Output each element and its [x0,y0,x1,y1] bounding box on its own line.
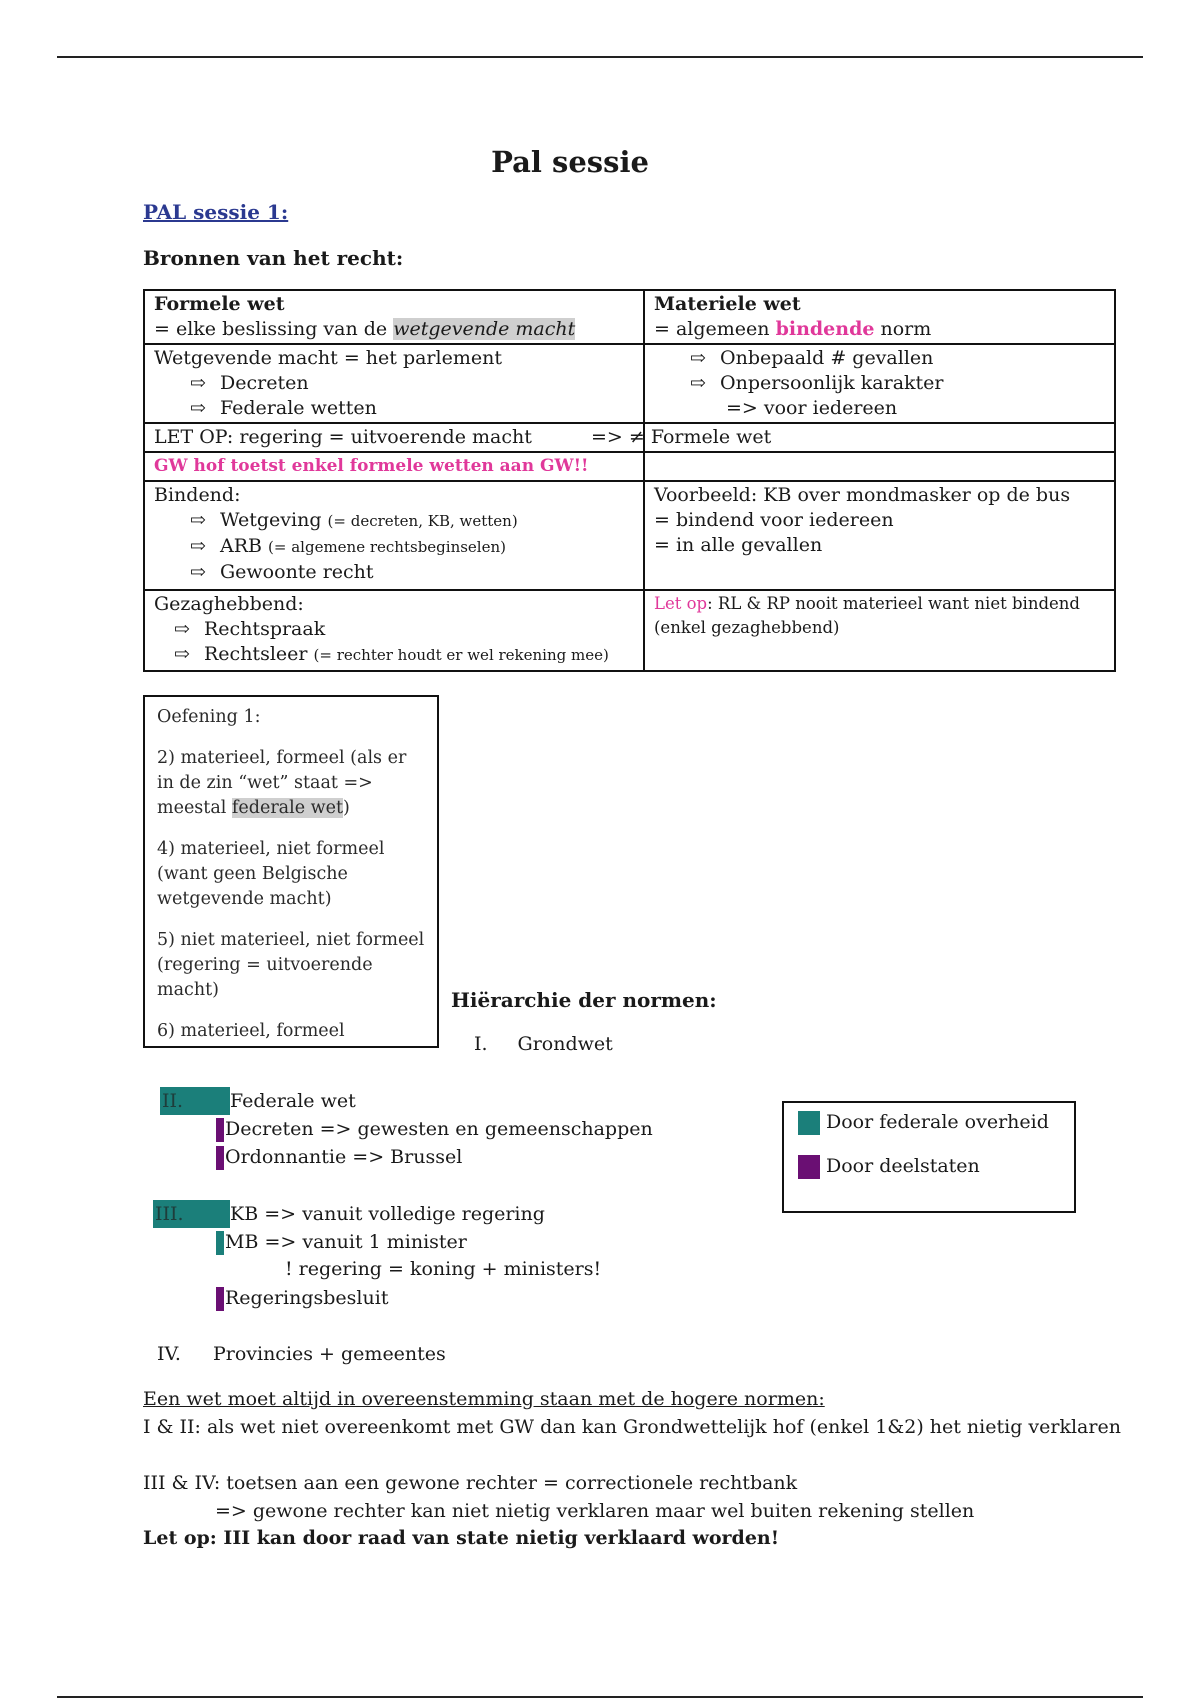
exercise-title: Oefening 1: [157,707,261,727]
text: Ordonnantie => Brussel [225,1146,463,1168]
roman-numeral: II. [160,1087,230,1115]
legend-item-federal [798,1111,1049,1135]
hierarchy-heading: Hiërarchie der normen: [451,988,717,1012]
list-item [154,396,634,421]
list-item [154,642,634,668]
text: Decreten => gewesten en gemeenschappen [225,1118,653,1140]
hierarchy-level-i [474,1030,613,1058]
note: (= rechter houdt er wel rekening mee) [313,646,609,664]
list-item [154,534,634,560]
table-row [144,452,1115,481]
session-link[interactable]: PAL sessie 1: [143,200,289,224]
text: Wetgevende macht = het parlement [154,347,502,369]
list-item [654,371,1105,396]
text: norm [874,318,932,340]
exercise-answer: 6) materieel, formeel [157,1021,345,1041]
text: Rechtsleer [204,643,308,665]
list-item [154,371,634,396]
text: Federale wetten [220,397,377,419]
exercise-answer: 4) materieel, niet formeel (want geen Belgische wetgevende macht) [157,839,385,909]
table-row [144,423,1115,452]
arrow-icon: ⇨ [690,372,706,394]
list-item [216,1143,462,1171]
table-row [144,590,1115,671]
gw-hof-note: GW hof toetst enkel formele wetten aan GW!! [144,452,644,481]
text: Gezaghebbend: [154,593,304,615]
roman-numeral: III. [153,1200,230,1228]
highlighted-text: bindende [775,318,875,340]
text: = elke beslissing van de [154,318,394,340]
table-cell [644,590,1115,671]
list-item [154,508,634,534]
text: (enkel gezaghebbend) [654,618,840,637]
teal-swatch-icon [798,1111,820,1135]
text: 2) materieel, formeel (als er in de zin “wet” staat => meestal [157,748,407,818]
deelstaat-marker [216,1287,224,1311]
text: Bindend: [154,484,241,506]
regering-note: ! regering = koning + ministers! [285,1258,602,1280]
arrow-icon: ⇨ [190,509,206,531]
sources-table [143,289,1116,672]
table-cell [644,344,1115,423]
legend-item-states [798,1155,980,1179]
arrow-icon: ⇨ [190,397,206,419]
conclusion-warning: Let op: III kan door raad van state nietig verklaard worden! [143,1527,780,1549]
arrow-icon: ⇨ [174,643,190,665]
text: Federale wet [230,1090,356,1112]
hierarchy-level-ii [160,1087,356,1115]
text: Voorbeeld: KB over mondmasker op de bus [654,484,1071,506]
text: Rechtspraak [204,618,326,640]
text: Gewoonte recht [220,561,374,583]
table-cell [144,344,644,423]
highlighted-text: Let op [654,594,708,613]
text: Door federale overheid [826,1111,1049,1133]
list-item [154,617,634,642]
hierarchy-level-iv [157,1340,446,1368]
arrow-icon: ⇨ [190,372,206,394]
conclusion-line: III & IV: toetsen aan een gewone rechter = correctionele rechtbank [143,1472,798,1494]
exercise-answer [157,746,425,821]
text: = algemeen [654,318,776,340]
text: ) [343,798,350,818]
arrow-icon: ⇨ [190,561,206,583]
material-law-title: Materiele wet [654,293,801,315]
text: => ≠ Formele wet [591,426,772,448]
table-cell [644,290,1115,344]
text: : RL & RP nooit materieel want niet bindend [707,594,1080,613]
formal-law-definition [154,317,634,342]
conclusion-line: => gewone rechter kan niet nietig verklaren maar wel buiten rekening stellen [215,1500,975,1522]
table-cell [144,290,644,344]
text: Decreten [220,372,309,394]
text: Door deelstaten [826,1155,980,1177]
roman-numeral: I. [474,1033,488,1055]
table-cell [144,423,772,452]
text: = bindend voor iedereen [654,509,894,531]
table-cell [644,481,1115,590]
table-cell [144,590,644,671]
sources-heading: Bronnen van het recht: [143,246,404,270]
deelstaat-marker [216,1146,224,1170]
table-row [144,344,1115,423]
purple-swatch-icon [798,1155,820,1179]
conclusion-line: I & II: als wet niet overeenkomt met GW dan kan Grondwettelijk hof (enkel 1&2) het nietig verklaren [143,1416,1121,1438]
table-row [144,481,1115,590]
arrow-icon: ⇨ [174,618,190,640]
arrow-icon: ⇨ [690,347,706,369]
text: Grondwet [517,1033,613,1055]
let-op-note [654,592,1105,616]
text: Provincies + gemeentes [212,1343,446,1365]
highlighted-text: wetgevende macht [393,318,576,340]
table-cell [644,452,1115,481]
material-law-definition [654,317,1105,342]
arrow-icon: ⇨ [190,535,206,557]
note: (= algemene rechtsbeginselen) [268,538,506,556]
exercise-answer: 5) niet materieel, niet formeel (regering = uitvoerende macht) [157,930,425,1000]
bottom-rule [57,1696,1143,1698]
text: Wetgeving [220,509,322,531]
conclusion-heading: Een wet moet altijd in overeenstemming staan met de hogere normen: [143,1388,825,1410]
text: LET OP: regering = uitvoerende macht [154,426,532,448]
text: = in alle gevallen [654,534,823,556]
top-rule [57,56,1143,58]
page-title: Pal sessie [491,145,649,179]
text: ARB [220,535,262,557]
formal-law-title: Formele wet [154,293,285,315]
hierarchy-level-iii [153,1200,545,1228]
color-legend [782,1101,1076,1213]
exercise-box [143,695,439,1048]
note: (= decreten, KB, wetten) [327,512,518,530]
text: Onpersoonlijk karakter [720,372,944,394]
table-cell [144,481,644,590]
list-item [216,1284,388,1312]
text: Onbepaald # gevallen [720,347,934,369]
list-item [654,346,1105,371]
list-item [216,1115,653,1143]
table-row [144,290,1115,344]
federal-marker [216,1231,224,1255]
list-item [216,1228,467,1256]
highlighted-text: federale wet [231,798,343,818]
text: KB => vanuit volledige regering [230,1203,545,1225]
text: Regeringsbesluit [225,1287,389,1309]
text: => voor iedereen [726,397,898,419]
list-item [154,560,634,585]
text: MB => vanuit 1 minister [225,1231,467,1253]
deelstaat-marker [216,1118,224,1142]
roman-numeral: IV. [157,1343,181,1365]
